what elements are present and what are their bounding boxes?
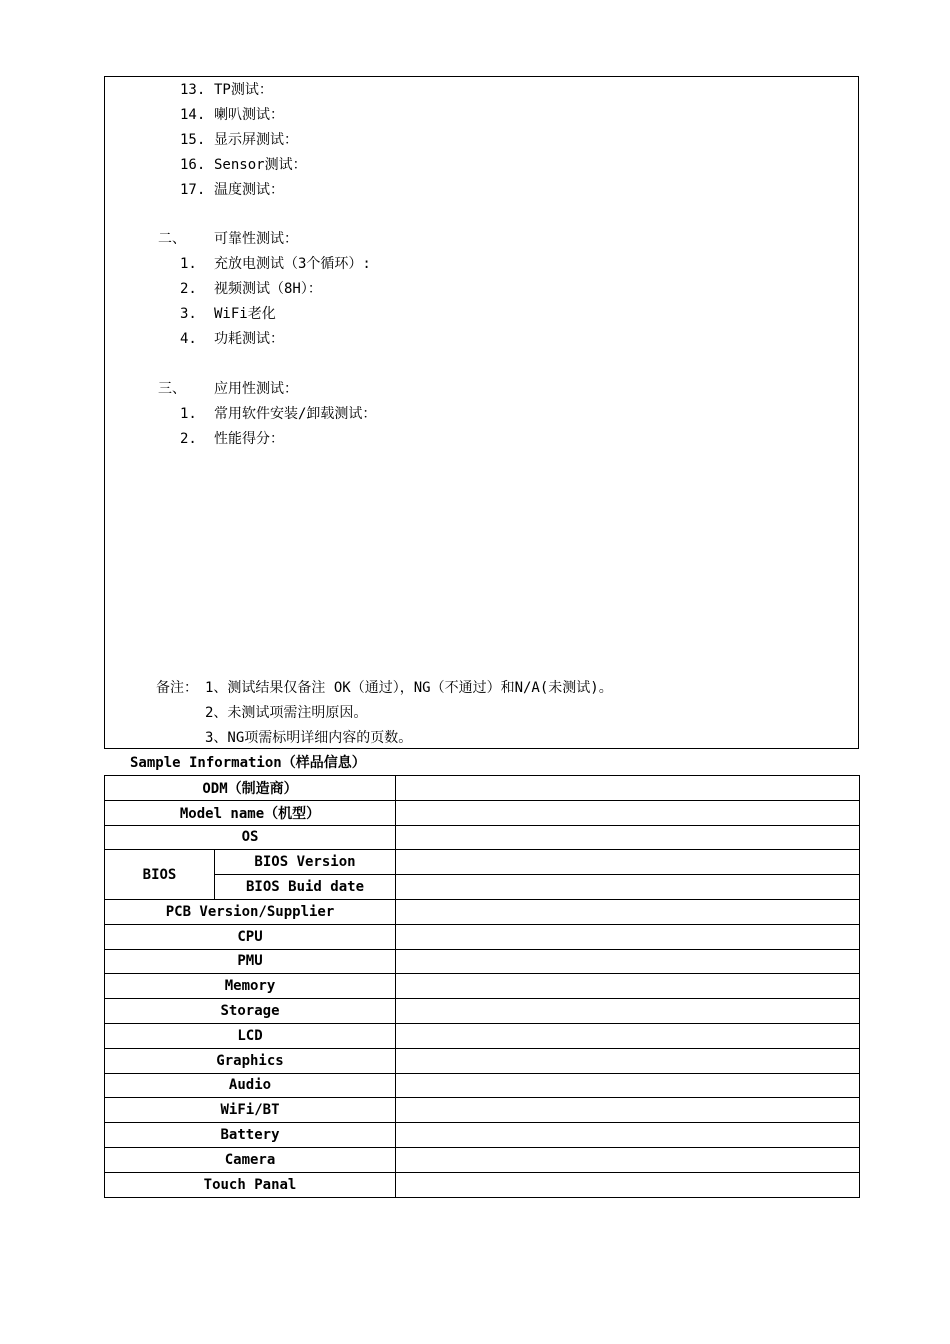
row-value[interactable]	[396, 974, 860, 999]
row-label: Audio	[105, 1073, 396, 1098]
list-item-text: 性能得分：	[214, 431, 284, 447]
row-label: PCB Version/Supplier	[105, 899, 396, 924]
table-row	[105, 974, 860, 999]
row-label: Storage	[105, 999, 396, 1024]
list-item-text: 常用软件安装/卸载测试：	[214, 406, 377, 422]
row-label: Camera	[105, 1147, 396, 1172]
row-value[interactable]	[396, 899, 860, 924]
row-value[interactable]	[396, 949, 860, 974]
row-value[interactable]	[396, 776, 860, 801]
table-row	[105, 1172, 860, 1197]
row-value[interactable]	[396, 825, 860, 850]
row-label: BIOS Buid date	[215, 875, 396, 900]
section-title: 应用性测试：	[214, 381, 298, 397]
table-row	[105, 1073, 860, 1098]
table-row	[105, 924, 860, 949]
list-item-number: 13.	[180, 82, 206, 98]
list-item-number: 1.	[180, 406, 197, 422]
row-label: PMU	[105, 949, 396, 974]
list-item-text: WiFi老化	[214, 306, 276, 322]
list-item-number: 16.	[180, 157, 206, 173]
list-item-text: 显示屏测试：	[214, 132, 298, 148]
row-value[interactable]	[396, 1048, 860, 1073]
row-value[interactable]	[396, 1147, 860, 1172]
bios-group-label: BIOS	[105, 850, 215, 900]
table-row	[105, 899, 860, 924]
table-row	[105, 949, 860, 974]
table-row	[105, 776, 860, 801]
row-value[interactable]	[396, 1123, 860, 1148]
row-value[interactable]	[396, 875, 860, 900]
list-item-text: Sensor测试：	[214, 157, 307, 173]
row-label: Memory	[105, 974, 396, 999]
row-label: Model name（机型）	[105, 800, 396, 825]
row-value[interactable]	[396, 924, 860, 949]
row-value[interactable]	[396, 1073, 860, 1098]
table-row	[105, 1147, 860, 1172]
table-row	[105, 1048, 860, 1073]
section-title: 可靠性测试：	[214, 231, 298, 247]
list-item-number: 14.	[180, 107, 206, 123]
list-item-text: 充放电测试（3个循环）:	[214, 256, 371, 272]
table-row	[105, 999, 860, 1024]
list-item-text: 功耗测试：	[214, 331, 284, 347]
list-item-text: 喇叭测试：	[214, 107, 284, 123]
row-label: LCD	[105, 1023, 396, 1048]
list-item-number: 2.	[180, 281, 197, 297]
row-label: ODM（制造商）	[105, 776, 396, 801]
table-row	[105, 875, 860, 900]
table-row	[105, 800, 860, 825]
table-row	[105, 825, 860, 850]
sample-info-table	[104, 775, 860, 1198]
row-value[interactable]	[396, 1172, 860, 1197]
list-item-number: 3.	[180, 306, 197, 322]
list-item-number: 17.	[180, 182, 206, 198]
list-item-number: 15.	[180, 132, 206, 148]
list-item-text: 温度测试：	[214, 182, 284, 198]
list-item-number: 1.	[180, 256, 197, 272]
row-label: Graphics	[105, 1048, 396, 1073]
section-number: 二、	[158, 231, 186, 247]
note-line: 3、NG项需标明详细内容的页数。	[205, 730, 413, 746]
table-row	[105, 1023, 860, 1048]
list-item-text: TP测试：	[214, 82, 273, 98]
list-item-text: 视频测试（8H）：	[214, 281, 322, 297]
row-label: WiFi/BT	[105, 1098, 396, 1123]
row-value[interactable]	[396, 999, 860, 1024]
section-number: 三、	[158, 381, 186, 397]
note-line: 2、未测试项需注明原因。	[205, 705, 368, 721]
row-value[interactable]	[396, 1098, 860, 1123]
row-label: CPU	[105, 924, 396, 949]
table-row	[105, 1123, 860, 1148]
row-label: Battery	[105, 1123, 396, 1148]
row-label: OS	[105, 825, 396, 850]
list-item-number: 2.	[180, 431, 197, 447]
row-value[interactable]	[396, 850, 860, 875]
table-row	[105, 1098, 860, 1123]
notes-prefix: 备注：	[156, 680, 198, 696]
row-value[interactable]	[396, 800, 860, 825]
note-line: 1、测试结果仅备注 OK（通过），NG（不通过）和N/A(未测试)。	[205, 680, 613, 696]
row-value[interactable]	[396, 1023, 860, 1048]
row-label: Touch Panal	[105, 1172, 396, 1197]
row-label: BIOS Version	[215, 850, 396, 875]
table-row	[105, 850, 860, 875]
sample-info-title: Sample Information（样品信息）	[130, 755, 366, 771]
list-item-number: 4.	[180, 331, 197, 347]
